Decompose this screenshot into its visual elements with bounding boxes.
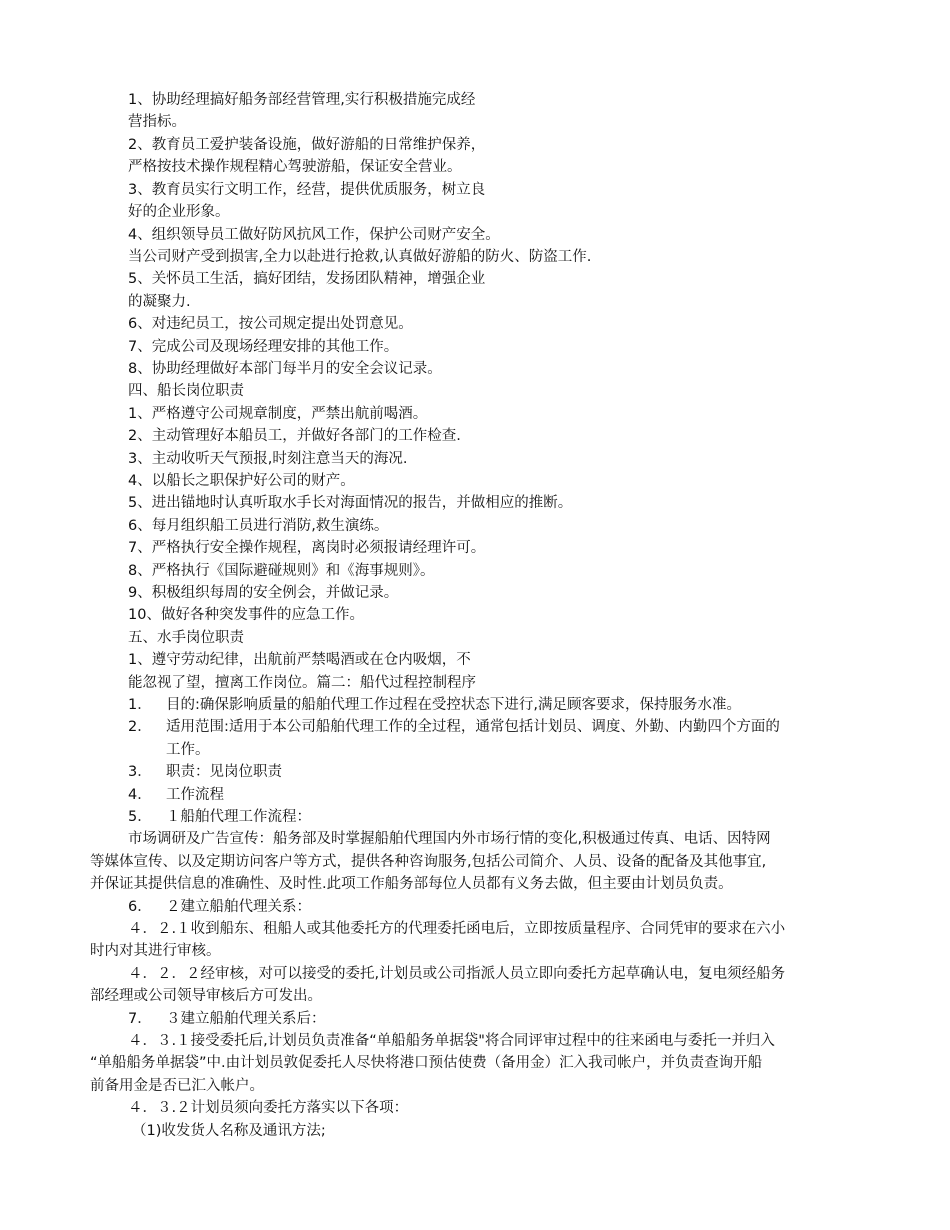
text-line: 3、教育员实行文明工作，经营，提供优质服务，树立良: [128, 182, 486, 198]
paragraph-line: ４．３.２计划员须向委托方落实以下各项：: [128, 1100, 409, 1116]
text-line: 1、严格遵守公司规章制度，严禁出航前喝酒。: [128, 406, 428, 422]
text-line: 6、每月组织船工员进行消防,救生演练。: [128, 518, 389, 534]
paragraph-line: ４．２．２经审核，对可以接受的委托,计划员或公司指派人员立即向委托方起草确认电，复电须经船务: [128, 966, 786, 982]
section-heading: 四、船长岗位职责: [128, 383, 244, 399]
paragraph-line: 并保证其提供信息的准确性、及时性.此项工作船务部每位人员都有义务去做，但主要由计划员负责。: [90, 876, 733, 892]
text-line: 当公司财产受到损害,全力以赴进行抢救,认真做好游船的防火、防盗工作.: [128, 249, 592, 265]
list-text: 适用范围:适用于本公司船舶代理工作的全过程，通常包括计划员、调度、外勤、内勤四个方面的: [166, 719, 780, 735]
text-line: 7、严格执行安全操作规程，离岗时必须报请经理许可。: [128, 540, 486, 556]
paragraph-line: ４．２.１收到船东、租船人或其他委托方的代理委托函电后，立即按质量程序、合同凭审的要求在六小: [128, 921, 786, 937]
list-number: 5．: [128, 809, 152, 825]
list-number: 6．: [128, 899, 152, 915]
list-text: 工作流程: [166, 787, 224, 803]
list-number: 4．: [128, 787, 152, 803]
text-line: 能忽视了望，擅离工作岗位。篇二：船代过程控制程序: [128, 675, 476, 691]
paragraph-line: 市场调研及广告宣传：船务部及时掌握船舶代理国内外市场行情的变化,积极通过传真、电话、因特网: [128, 831, 771, 847]
text-line: 好的企业形象。: [128, 204, 230, 220]
list-text: 职责：见岗位职责: [166, 764, 282, 780]
list-text: 工作。: [166, 742, 210, 758]
text-line: 严格按技术操作规程精心驾驶游船，保证安全营业。: [128, 159, 462, 175]
paragraph-line: “单船船务单据袋”中.由计划员敦促委托人尽快将港口预估使费（备用金）汇入我司帐户，并负责查询开船: [90, 1055, 763, 1071]
list-text: １船舶代理工作流程：: [166, 809, 311, 825]
text-line: 的凝聚力.: [128, 294, 191, 310]
text-line: 1、协助经理搞好船务部经营管理,实行积极措施完成经: [128, 92, 476, 108]
list-number: 1．: [128, 697, 152, 713]
text-line: 营指标。: [128, 114, 186, 130]
text-line: 9、积极组织每周的安全例会，并做记录。: [128, 585, 399, 601]
text-line: 3、主动收听天气预报,时刻注意当天的海况.: [128, 451, 408, 467]
paragraph-line: （1)收发货人名称及通讯方法;: [132, 1123, 326, 1139]
list-text: ３建立船舶代理关系后：: [166, 1011, 326, 1027]
text-line: 10、做好各种突发事件的应急工作。: [128, 607, 364, 623]
paragraph-line: 等媒体宣传、以及定期访问客户等方式，提供各种咨询服务,包括公司简介、人员、设备的配备及其他事宜,: [90, 854, 767, 870]
list-text: 目的:确保影响质量的船舶代理工作过程在受控状态下进行,满足顾客要求，保持服务水准。: [166, 697, 741, 713]
text-line: 7、完成公司及现场经理安排的其他工作。: [128, 339, 399, 355]
text-line: 5、关怀员工生活，搞好团结，发扬团队精神，增强企业: [128, 271, 486, 287]
text-line: 1、遵守劳动纪律，出航前严禁喝酒或在仓内吸烟，不: [128, 652, 471, 668]
text-line: 6、对违纪员工，按公司规定提出处罚意见。: [128, 316, 413, 332]
paragraph-line: 前备用金是否已汇入帐户。: [90, 1078, 264, 1094]
list-number: 2．: [128, 719, 152, 735]
list-number: 7．: [128, 1011, 152, 1027]
text-line: 2、教育员工爱护装备设施，做好游船的日常维护保养，: [128, 137, 486, 153]
paragraph-line: ４．３.１接受委托后,计划员负责准备“单船船务单据袋"将合同评审过程中的往来函电与委托一并归入: [128, 1033, 775, 1049]
list-text: ２建立船舶代理关系：: [166, 899, 311, 915]
paragraph-line: 部经理或公司领导审核后方可发出。: [90, 988, 322, 1004]
section-heading: 五、水手岗位职责: [128, 630, 244, 646]
text-line: 8、严格执行《国际避碰规则》和《海事规则》。: [128, 563, 435, 579]
paragraph-line: 时内对其进行审核。: [90, 943, 221, 959]
list-number: 3．: [128, 764, 152, 780]
text-line: 8、协助经理做好本部门每半月的安全会议记录。: [128, 361, 442, 377]
text-line: 4、组织领导员工做好防风抗风工作，保护公司财产安全。: [128, 227, 500, 243]
text-line: 2、主动管理好本船员工，并做好各部门的工作检查.: [128, 428, 461, 444]
text-line: 5、进出锚地时认真听取水手长对海面情况的报告，并做相应的推断。: [128, 495, 573, 511]
text-line: 4、以船长之职保护好公司的财产。: [128, 473, 355, 489]
